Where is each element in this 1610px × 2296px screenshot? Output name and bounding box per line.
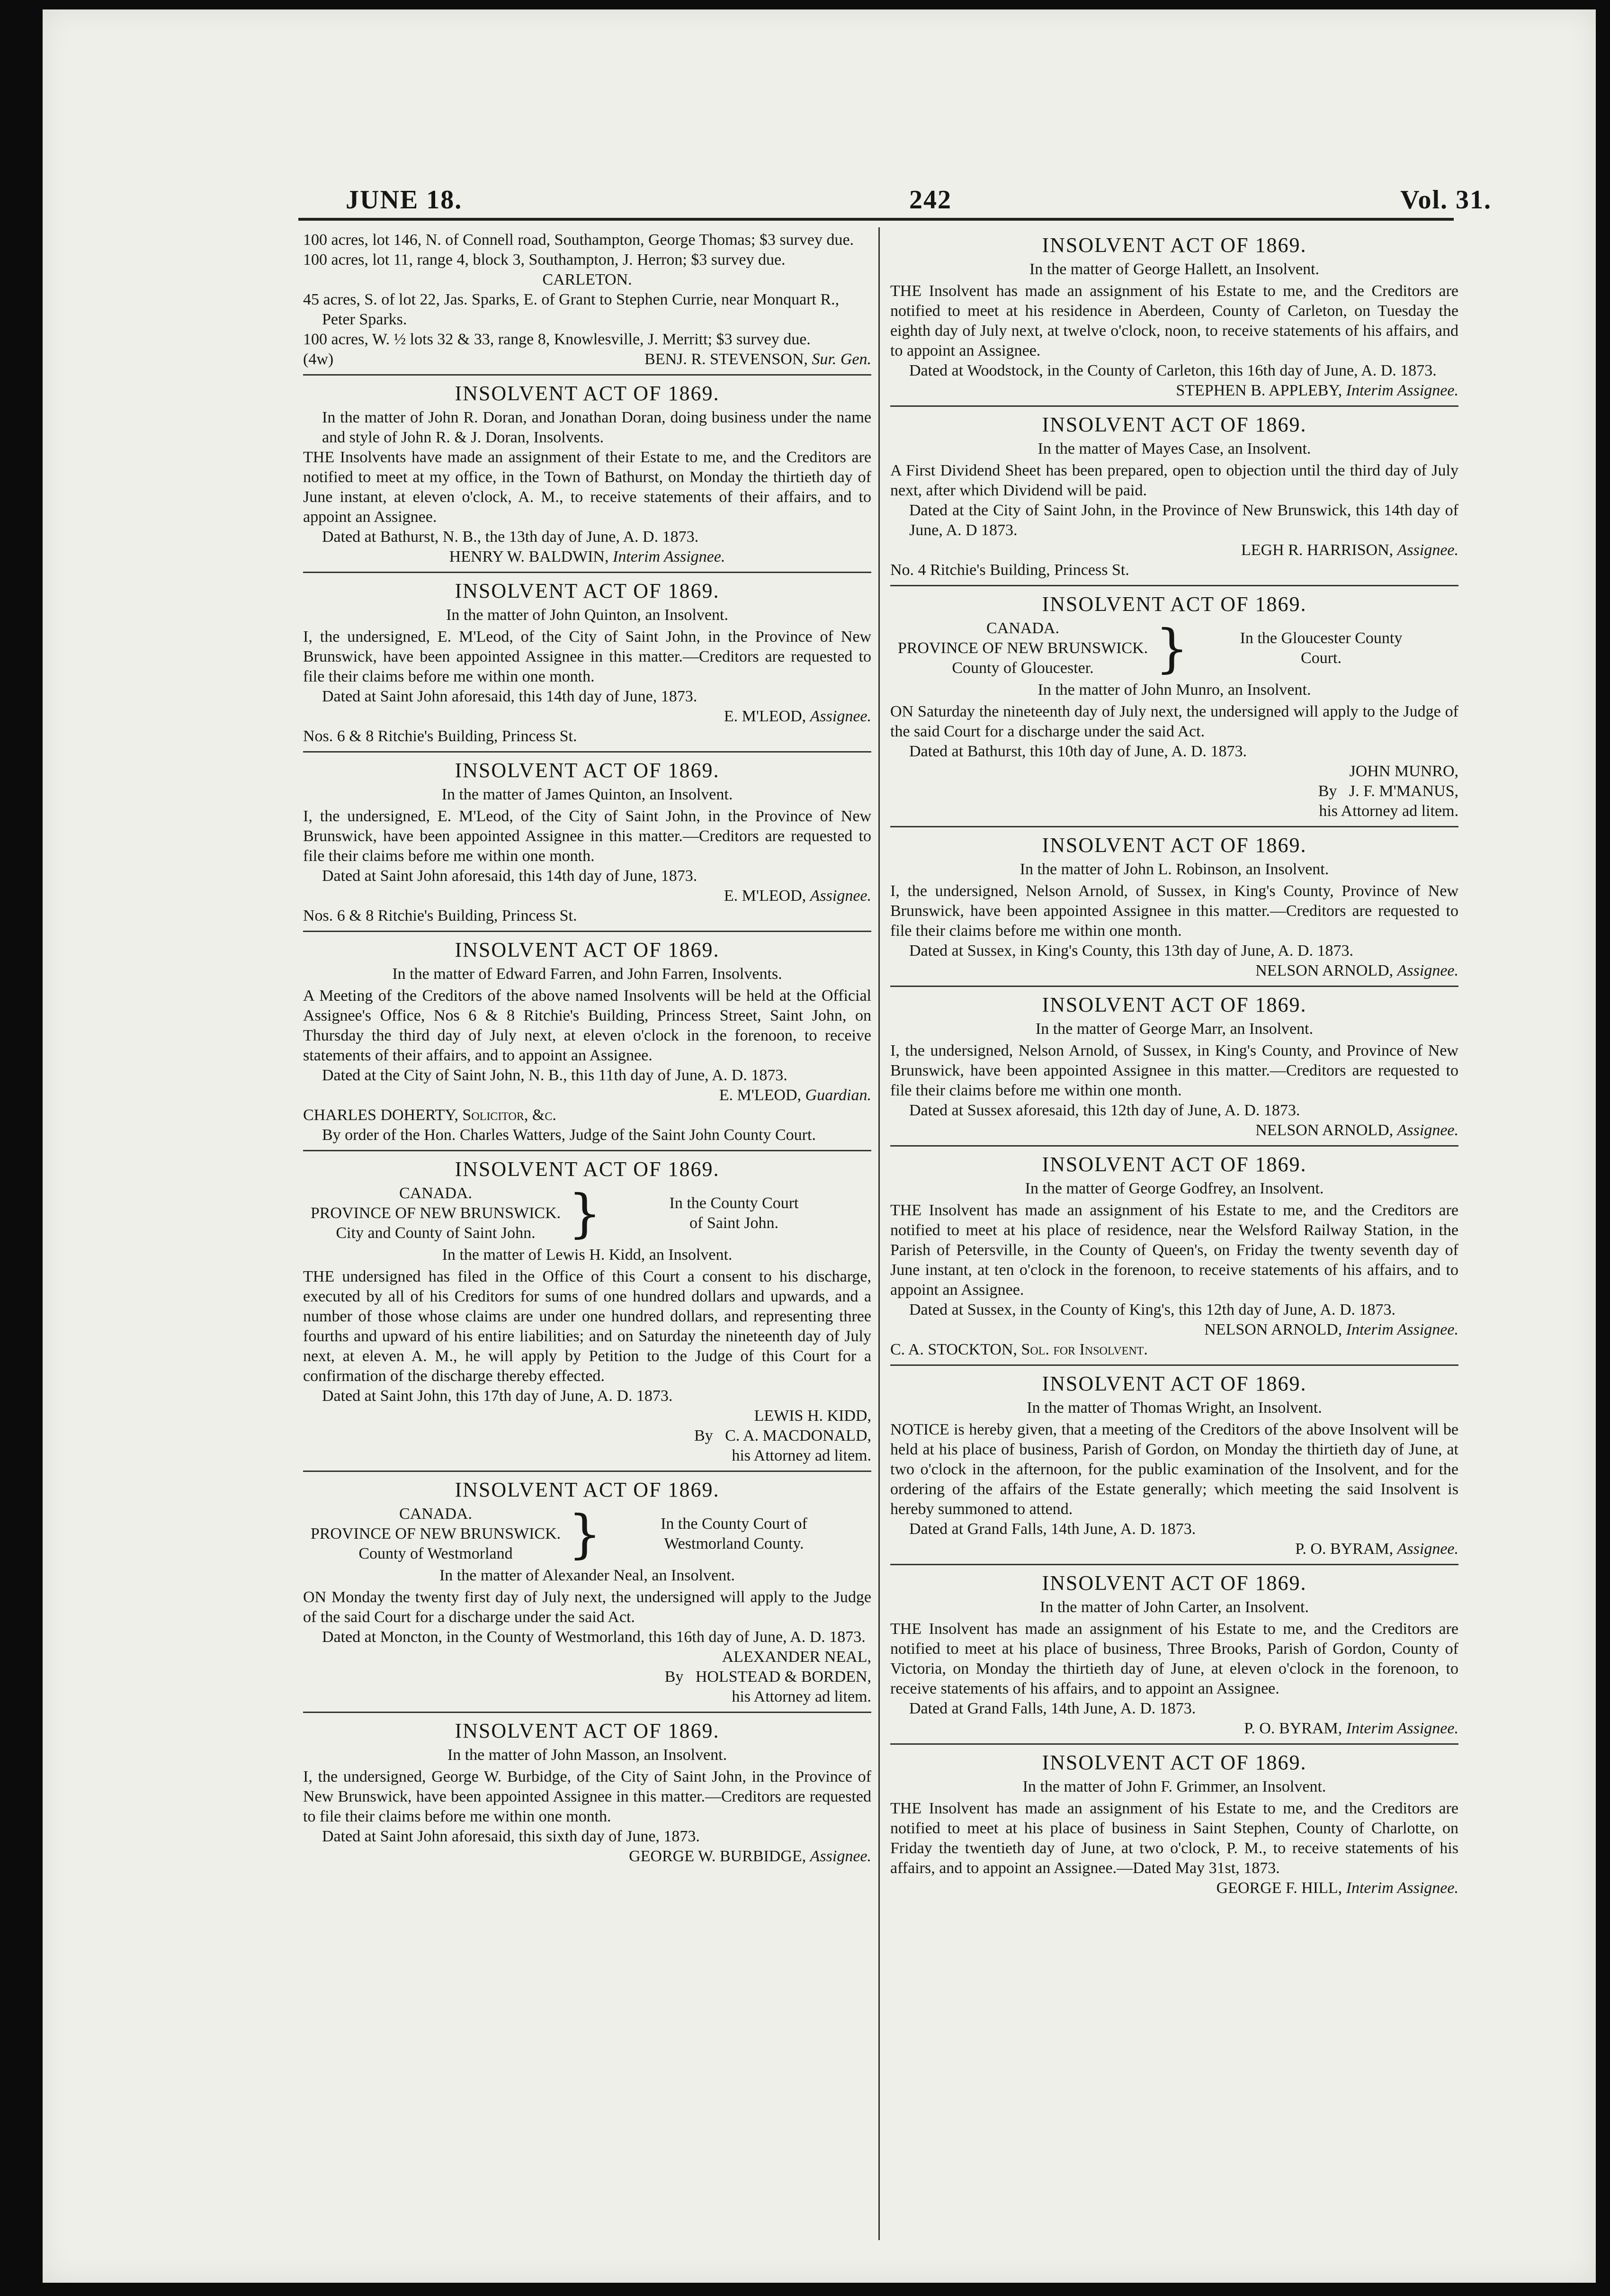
notice-body: I, the undersigned, Nelson Arnold, of Sussex, in King's County, and Province of New Brunswick, have been appointed Assignee in this matter.—Creditors are requested to file their claims before me within one month. — [890, 1042, 1458, 1099]
notice-grimmer — [890, 1745, 1458, 1903]
notice-body: THE Insolvents have made an assignment of their Estate to me, and the Creditors are notified to meet at my office, in the Town of Bathurst, on Monday the thirtieth day of June instant, at eleven o'clock, A. M., to receive statements of their affairs, and to appoint an Assignee. — [303, 448, 871, 526]
notice-matter: In the matter of George Godfrey, an Insolvent. — [1025, 1180, 1324, 1197]
notice-title: INSOLVENT ACT OF 1869. — [1042, 233, 1307, 257]
notice-body: I, the undersigned, E. M'Leod, of the City of Saint John, in the Province of New Brunswick, have been appointed Assignee in this matter.—Creditors are requested to file their claims before me within one month. — [303, 628, 871, 685]
notice-body: A Meeting of the Creditors of the above named Insolvents will be held at the Official Assignee's Office, Nos 6 & 8 Ritchie's Building, Princess Street, Saint John, on Thursday the third day of July next, at eleven o'clock in the forenoon, to receive statements of their affairs, and to appoint an Assignee. — [303, 987, 871, 1064]
notice-matter: In the matter of John Carter, an Insolvent. — [1040, 1598, 1309, 1616]
notice-title: INSOLVENT ACT OF 1869. — [455, 1157, 720, 1181]
court-block — [303, 1504, 871, 1564]
page-header — [346, 166, 1492, 223]
notice-code: (4w) — [303, 350, 334, 368]
brace-icon: } — [568, 1504, 601, 1564]
signer-role: Assignee. — [1397, 962, 1458, 979]
signer-name: P. O. BYRAM, — [1244, 1720, 1342, 1737]
notice-title: INSOLVENT ACT OF 1869. — [1042, 1153, 1307, 1176]
header-page-number: 242 — [909, 185, 952, 215]
signer-role: Assignee. — [810, 708, 871, 725]
notice-dated: Dated at Woodstock, in the County of Carleton, this 16th day of June, A. D. 1873. — [909, 362, 1437, 379]
header-rule — [298, 218, 1454, 221]
left-column — [303, 227, 871, 2240]
notice-farren — [303, 932, 871, 1151]
notice-dated: Dated at Sussex aforesaid, this 12th day of June, A. D. 1873. — [909, 1102, 1300, 1119]
court-province: PROVINCE OF NEW BRUNSWICK. — [897, 639, 1148, 657]
signer-name: HENRY W. BALDWIN, — [449, 548, 609, 565]
stevenson-signature — [303, 350, 871, 369]
signer-role: Interim Assignee. — [1346, 1321, 1458, 1338]
signer-name: STEPHEN B. APPLEBY, — [1176, 382, 1342, 399]
notice-address: Nos. 6 & 8 Ritchie's Building, Princess St. — [303, 907, 577, 924]
notice-body: THE Insolvent has made an assignment of his Estate to me, and the Creditors are notified to meet at his place of residence, near the Welsford Railway Station, in the Parish of Petersville, in the County of Queen's, on Friday the twenty seventh day of June instant, at ten o'clock in the forenoon, to receive statements of his affairs, and to appoint an Assignee. — [890, 1202, 1458, 1299]
attorney-name: J. F. M'MANUS, — [1349, 782, 1458, 800]
signer-name: LEGH R. HARRISON, — [1241, 541, 1394, 559]
signer-role: Assignee. — [810, 1848, 871, 1865]
notice-marr — [890, 987, 1458, 1147]
notice-matter: In the matter of John Quinton, an Insolvent. — [446, 606, 728, 624]
notice-body: NOTICE is hereby given, that a meeting of the Creditors of the above Insolvent will be held at his place of business, Parish of Gordon, on Monday the thirtieth day of June, at two o'clock in the afternoon, for the public examination of the Insolvent, and for the ordering of the affairs of the Estate generally; which meeting the said Insolvent is hereby summoned to attend. — [890, 1421, 1458, 1518]
notice-title: INSOLVENT ACT OF 1869. — [1042, 1751, 1307, 1774]
notice-wright — [890, 1366, 1458, 1565]
court-county: County of Gloucester. — [952, 659, 1094, 677]
notice-address: Nos. 6 & 8 Ritchie's Building, Princess St. — [303, 727, 577, 745]
notice-matter: In the matter of John L. Robinson, an Insolvent. — [1020, 861, 1329, 878]
notice-dated: Dated at Saint John aforesaid, this 14th day of June, 1873. — [322, 867, 698, 885]
notice-title: INSOLVENT ACT OF 1869. — [455, 938, 720, 961]
notice-title: INSOLVENT ACT OF 1869. — [1042, 413, 1307, 436]
signer-role: Assignee. — [810, 887, 871, 905]
signer-name: E. M'LEOD, — [719, 1086, 802, 1104]
court-name: In the Gloucester County — [1240, 629, 1403, 647]
signer-name: GEORGE W. BURBIDGE, — [629, 1848, 806, 1865]
notice-dated: Dated at Saint John aforesaid, this sixth day of June, 1873. — [322, 1828, 700, 1845]
signer-role: Interim Assignee. — [1346, 1720, 1458, 1737]
notice-title: INSOLVENT ACT OF 1869. — [1042, 1571, 1307, 1595]
notice-munro — [890, 586, 1458, 827]
header-date: JUNE 18. — [346, 185, 463, 215]
court-name-2: Westmorland County. — [664, 1535, 804, 1552]
court-province: PROVINCE OF NEW BRUNSWICK. — [310, 1525, 561, 1543]
notice-dated: Dated at Saint John, this 17th day of June, A. D. 1873. — [322, 1387, 673, 1405]
notice-dated: Dated at Sussex, in King's County, this 13th day of June, A. D. 1873. — [909, 942, 1353, 960]
notice-body: THE Insolvent has made an assignment of his Estate to me, and the Creditors are notified to meet at his place of business, Three Brooks, Parish of Gordon, County of Victoria, on Monday the thirtieth day of June, at eleven o'clock in the forenoon, to receive statements of his affairs, and to appoint an Assignee. — [890, 1620, 1458, 1697]
court-province: PROVINCE OF NEW BRUNSWICK. — [310, 1204, 561, 1222]
lot-entry: 100 acres, W. ½ lots 32 & 33, range 8, Knowlesville, J. Merritt; $3 survey due. — [303, 331, 811, 348]
signer-role: Assignee. — [1397, 1540, 1458, 1558]
notice-dated: Dated at Bathurst, N. B., the 13th day of June, A. D. 1873. — [322, 528, 699, 546]
attorney-name: HOLSTEAD & BORDEN, — [695, 1668, 871, 1686]
signer-name: GEORGE F. HILL, — [1216, 1879, 1342, 1897]
signer-role: Interim Assignee. — [1346, 382, 1458, 399]
notice-body: THE undersigned has filed in the Office of this Court a consent to his discharge, executed by all of his Creditors for sums of one hundred dollars and upwards, and a number of those whose claims are under one hundred dollars, and representing three fourths and upward of his entire liabilities; and on Saturday the nineteenth day of July next, at eleven A. M., he will apply by Petition to the Judge of this Court for a confirmation of the discharge thereby effected. — [303, 1268, 871, 1385]
notice-title: INSOLVENT ACT OF 1869. — [455, 1719, 720, 1742]
court-name-2: Court. — [1301, 649, 1342, 667]
lot-entry: 100 acres, lot 146, N. of Connell road, Southampton, George Thomas; $3 survey due. — [303, 231, 854, 249]
signer-role: Guardian. — [805, 1086, 871, 1104]
notice-carter — [890, 1565, 1458, 1745]
notice-body: A First Dividend Sheet has been prepared, open to objection until the third day of July next, after which Dividend will be paid. — [890, 462, 1458, 499]
notice-matter: In the matter of Edward Farren, and John Farren, Insolvents. — [392, 965, 782, 983]
notice-godfrey — [890, 1147, 1458, 1366]
notice-body: THE Insolvent has made an assignment of his Estate to me, and the Creditors are notified to meet at his residence in Aberdeen, County of Carleton, on Tuesday the eighth day of July next, at twelve o'clock, noon, to receive statements of his affairs, and to appoint an Assignee. — [890, 282, 1458, 359]
notice-title: INSOLVENT ACT OF 1869. — [1042, 993, 1307, 1016]
court-name: In the County Court — [669, 1194, 799, 1212]
notice-matter: In the matter of Thomas Wright, an Insolvent. — [1027, 1399, 1322, 1417]
signer-name: P. O. BYRAM, — [1295, 1540, 1394, 1558]
by-label: By — [1318, 782, 1337, 800]
notice-address: No. 4 Ritchie's Building, Princess St. — [890, 561, 1129, 579]
signer-name: NELSON ARNOLD, — [1204, 1321, 1342, 1338]
notice-matter: In the matter of James Quinton, an Insolvent. — [441, 786, 733, 803]
notice-order: By order of the Hon. Charles Watters, Judge of the Saint John County Court. — [322, 1126, 816, 1144]
notice-dated: Dated at Moncton, in the County of Westmorland, this 16th day of June, A. D. 1873. — [322, 1628, 866, 1646]
attorney-role: his Attorney ad litem. — [732, 1447, 871, 1464]
notice-neal — [303, 1472, 871, 1713]
notice-dated: Dated at Saint John aforesaid, this 14th day of June, 1873. — [322, 688, 698, 705]
court-name: In the County Court of — [661, 1515, 807, 1533]
header-volume: Vol. 31. — [1400, 185, 1492, 215]
column-divider — [878, 227, 880, 2240]
notice-solicitor: C. A. STOCKTON, Sol. for Insolvent. — [890, 1341, 1148, 1358]
notice-matter: In the matter of Alexander Neal, an Insolvent. — [439, 1567, 735, 1584]
notice-matter: In the matter of John F. Grimmer, an Insolvent. — [1022, 1778, 1326, 1795]
notice-dated: Dated at the City of Saint John, N. B., this 11th day of June, A. D. 1873. — [322, 1067, 787, 1084]
notice-title: INSOLVENT ACT OF 1869. — [455, 382, 720, 405]
signer-role: Assignee. — [1397, 541, 1458, 559]
signer-role: Interim Assignee. — [613, 548, 725, 565]
right-column — [890, 227, 1458, 2240]
notice-robinson — [890, 827, 1458, 987]
notice-body: ON Saturday the nineteenth day of July next, the undersigned will apply to the Judge of the said Court for a discharge under the said Act. — [890, 703, 1458, 740]
attorney-role: his Attorney ad litem. — [1319, 802, 1458, 820]
brace-icon: } — [1155, 618, 1189, 679]
notice-title: INSOLVENT ACT OF 1869. — [455, 579, 720, 602]
court-canada: CANADA. — [399, 1184, 472, 1202]
court-canada: CANADA. — [986, 619, 1059, 637]
signer-name: LEWIS H. KIDD, — [754, 1407, 871, 1425]
signer-name: JOHN MUNRO, — [1349, 762, 1458, 780]
signer-title: Sur. Gen. — [812, 350, 871, 368]
court-block — [890, 619, 1458, 678]
notice-matter: In the matter of John Munro, an Insolvent. — [1038, 681, 1311, 699]
signer-name: NELSON ARNOLD, — [1255, 1121, 1394, 1139]
notice-john-quinton — [303, 573, 871, 753]
notice-dated: Dated at Grand Falls, 14th June, A. D. 1873. — [909, 1700, 1196, 1717]
notice-title: INSOLVENT ACT OF 1869. — [1042, 592, 1307, 616]
notice-dated: Dated at the City of Saint John, in the Province of New Brunswick, this 14th day of June, A. D 1873. — [909, 502, 1458, 539]
notice-james-quinton — [303, 753, 871, 932]
notice-dated: Dated at Sussex, in the County of King's, this 12th day of June, A. D. 1873. — [909, 1301, 1396, 1318]
by-label: By — [664, 1668, 684, 1686]
notice-dated: Dated at Bathurst, this 10th day of June, A. D. 1873. — [909, 743, 1247, 760]
attorney-name: C. A. MACDONALD, — [725, 1427, 871, 1444]
court-county: County of Westmorland — [358, 1545, 513, 1562]
notice-body: I, the undersigned, George W. Burbidge, of the City of Saint John, in the Province of New Brunswick, have been appointed Assignee in this matter.—Creditors are requested to file their claims before me within one month. — [303, 1768, 871, 1825]
signer-name: NELSON ARNOLD, — [1255, 962, 1394, 979]
notice-dated: Dated at Grand Falls, 14th June, A. D. 1873. — [909, 1520, 1196, 1538]
court-canada: CANADA. — [399, 1505, 472, 1523]
notice-body: ON Monday the twenty first day of July next, the undersigned will apply to the Judge of the said Court for a discharge under the said Act. — [303, 1588, 871, 1626]
notice-hallett — [890, 227, 1458, 407]
notice-body: THE Insolvent has made an assignment of his Estate to me, and the Creditors are notified to meet at his place of business in Saint Stephen, County of Charlotte, on Friday the twentieth day of June, at two o'clock, P. M., to receive statements of his affairs, and to appoint an Assignee.—Dated May 31st, 1873. — [890, 1800, 1458, 1877]
notice-doran — [303, 376, 871, 573]
notice-title: INSOLVENT ACT OF 1869. — [455, 759, 720, 782]
notice-body: I, the undersigned, E. M'Leod, of the City of Saint John, in the Province of New Brunswick, have been appointed Assignee in this matter.—Creditors are requested to file their claims before me within one month. — [303, 807, 871, 865]
lot-entry: 45 acres, S. of lot 22, Jas. Sparks, E. of Grant to Stephen Currie, near Monquart R., Peter Sparks. — [303, 291, 840, 328]
brace-icon: } — [568, 1183, 601, 1244]
signer-name: ALEXANDER NEAL, — [722, 1648, 871, 1666]
notice-kidd — [303, 1151, 871, 1472]
court-block — [303, 1184, 871, 1243]
attorney-role: his Attorney ad litem. — [732, 1688, 871, 1705]
court-county: City and County of Saint John. — [336, 1224, 536, 1242]
notice-title: INSOLVENT ACT OF 1869. — [1042, 1372, 1307, 1395]
notice-matter: In the matter of John Masson, an Insolvent. — [447, 1746, 727, 1764]
notice-masson — [303, 1713, 871, 1871]
notice-matter: In the matter of John R. Doran, and Jonathan Doran, doing business under the name and style of John R. & J. Doran, Insolvents. — [322, 409, 871, 446]
notice-matter: In the matter of George Marr, an Insolvent. — [1035, 1020, 1314, 1038]
signer-role: Assignee. — [1397, 1121, 1458, 1139]
notice-title: INSOLVENT ACT OF 1869. — [1042, 834, 1307, 857]
notice-matter: In the matter of Lewis H. Kidd, an Insolvent. — [442, 1246, 733, 1264]
signer-name: BENJ. R. STEVENSON, — [644, 350, 808, 368]
notice-body: I, the undersigned, Nelson Arnold, of Sussex, in King's County, Province of New Brunswick, have been appointed Assignee in this matter.—Creditors are requested to file their claims before me within one month. — [890, 882, 1458, 940]
notice-solicitor: CHARLES DOHERTY, Solicitor, &c. — [303, 1106, 556, 1124]
by-label: By — [694, 1427, 713, 1444]
lot-entry: 100 acres, lot 11, range 4, block 3, Southampton, J. Herron; $3 survey due. — [303, 251, 786, 269]
signer-name: E. M'LEOD, — [724, 708, 806, 725]
court-name-2: of Saint John. — [689, 1214, 778, 1232]
notice-title: INSOLVENT ACT OF 1869. — [455, 1478, 720, 1501]
notice-matter: In the matter of George Hallett, an Insolvent. — [1029, 260, 1320, 278]
signer-role: Interim Assignee. — [1346, 1879, 1458, 1897]
signer-name: E. M'LEOD, — [724, 887, 806, 905]
land-notice — [303, 227, 871, 376]
notice-matter: In the matter of Mayes Case, an Insolvent. — [1038, 440, 1311, 457]
carleton-heading: CARLETON. — [542, 271, 632, 288]
notice-case — [890, 407, 1458, 586]
